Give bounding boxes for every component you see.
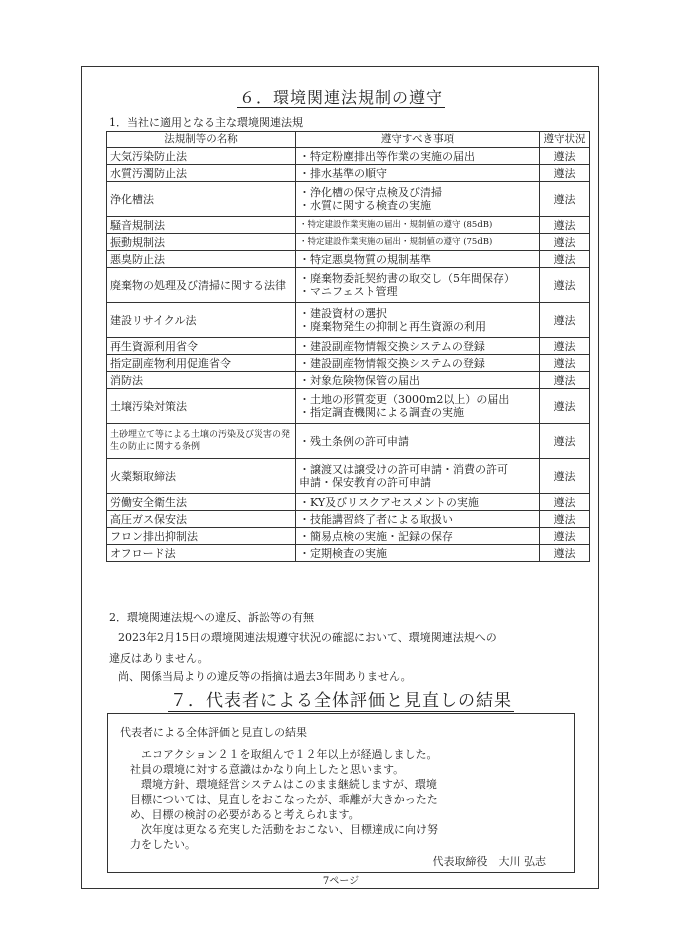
- law-requirements: [296, 459, 540, 494]
- law-name: 廃棄物の処理及び清掃に関する法律: [107, 268, 296, 303]
- law-requirements: [296, 338, 540, 355]
- law-name: オフロード法: [107, 545, 296, 562]
- law-row: [107, 251, 590, 268]
- compliance-status: 遵法: [540, 459, 590, 494]
- evaluation-line: 力をしたい。: [130, 838, 196, 851]
- law-name: 大気汚染防止法: [107, 148, 296, 165]
- violation-text-2: 違反はありません。: [109, 652, 209, 665]
- section6-subheading-2: 2．環境関連法規への違反、訴訟等の有無: [109, 611, 314, 624]
- law-name: 土壌汚染対策法: [107, 389, 296, 424]
- law-requirements: [296, 148, 540, 165]
- law-requirements: [296, 234, 540, 251]
- law-requirements: [296, 424, 540, 459]
- law-name: フロン排出抑制法: [107, 528, 296, 545]
- compliance-status: 遵法: [540, 251, 590, 268]
- law-name: 振動規制法: [107, 234, 296, 251]
- compliance-status: 遵法: [540, 165, 590, 182]
- requirement-item: ・指定調査機関による調査の実施: [299, 406, 464, 419]
- requirement-item: ・特定悪臭物質の規制基準: [299, 252, 431, 266]
- compliance-status: 遵法: [540, 338, 590, 355]
- requirement-item: ・対象危険物保管の届出: [299, 373, 420, 387]
- law-name: 土砂埋立て等による土壌の汚染及び災害の発生の防止に関する条例: [107, 424, 296, 459]
- compliance-status: 遵法: [540, 372, 590, 389]
- section6-title: ６．環境関連法規制の遵守: [238, 88, 443, 107]
- compliance-status: 遵法: [540, 389, 590, 424]
- violation-text-1: 2023年2月15日の環境関連法規遵守状況の確認において、環境関連法規への: [118, 631, 497, 644]
- requirement-item: ・廃棄物発生の抑制と再生資源の利用: [299, 320, 486, 333]
- requirement-item: ・浄化槽の保守点検及び清掃: [299, 186, 442, 199]
- law-table: [106, 131, 590, 562]
- requirement-item: ・残土条例の許可申請: [299, 434, 409, 448]
- requirement-item: ・マニフェスト管理: [299, 285, 398, 298]
- evaluation-line: エコアクション２１を取組んで１２年以上が経過しました。: [130, 748, 438, 761]
- evaluation-line: 目標については、見直しをおこなったが、乖離が大きかったた: [130, 793, 438, 806]
- compliance-status: 遵法: [540, 217, 590, 234]
- law-requirements: [296, 528, 540, 545]
- law-row: [107, 389, 590, 424]
- section6-subheading-1: 1．当社に適用となる主な環境関連法規: [109, 116, 303, 129]
- law-row: [107, 459, 590, 494]
- requirement-item: ・特定建設作業実施の届出・規制値の遵守 (75dB): [299, 236, 493, 247]
- requirement-item: ・KY及びリスクアセスメントの実施: [299, 495, 479, 509]
- requirement-item: ・水質に関する検査の実施: [299, 199, 431, 212]
- law-requirements: [296, 182, 540, 217]
- evaluation-line: 社員の環境に対する意識はかなり向上したと思います。: [130, 763, 405, 776]
- requirement-item: ・定期検査の実施: [299, 546, 387, 560]
- law-row: [107, 182, 590, 217]
- col-header-items: 遵守すべき事項: [296, 132, 540, 148]
- evaluation-box: [107, 713, 575, 873]
- law-row: [107, 545, 590, 562]
- requirement-item: ・譲渡又は譲受けの許可申請・消費の許可: [299, 463, 508, 476]
- section7-title: ７．代表者による全体評価と見直しの結果: [170, 691, 512, 711]
- law-name: 水質汚濁防止法: [107, 165, 296, 182]
- law-name: 悪臭防止法: [107, 251, 296, 268]
- compliance-status: 遵法: [540, 148, 590, 165]
- compliance-status: 遵法: [540, 424, 590, 459]
- law-requirements: [296, 372, 540, 389]
- compliance-status: 遵法: [540, 545, 590, 562]
- compliance-status: 遵法: [540, 511, 590, 528]
- law-row: [107, 494, 590, 511]
- evaluation-line: め、目標の検討の必要があると考えられます。: [130, 808, 360, 821]
- law-row: [107, 217, 590, 234]
- law-requirements: [296, 389, 540, 424]
- representative-signature: 代表取締役 大川 弘志: [432, 855, 546, 868]
- requirement-item: ・廃棄物委託契約書の取交し（5年間保存）: [299, 272, 515, 285]
- col-header-law: 法規制等の名称: [107, 132, 296, 148]
- law-name: 建設リサイクル法: [107, 303, 296, 338]
- law-name: 再生資源利用省令: [107, 338, 296, 355]
- law-row: [107, 355, 590, 372]
- requirement-item: 申請・保安教育の許可申請: [299, 476, 431, 489]
- law-row: [107, 165, 590, 182]
- law-name: 高圧ガス保安法: [107, 511, 296, 528]
- requirement-item: ・特定建設作業実施の届出・規制値の遵守 (85dB): [299, 219, 493, 230]
- law-requirements: [296, 303, 540, 338]
- law-row: [107, 372, 590, 389]
- law-name: 浄化槽法: [107, 182, 296, 217]
- compliance-status: 遵法: [540, 234, 590, 251]
- law-requirements: [296, 355, 540, 372]
- requirement-item: ・建設資材の選択: [299, 307, 387, 320]
- law-requirements: [296, 251, 540, 268]
- law-row: [107, 303, 590, 338]
- compliance-status: 遵法: [540, 494, 590, 511]
- law-requirements: [296, 545, 540, 562]
- requirement-item: ・建設副産物情報交換システムの登録: [299, 356, 485, 370]
- evaluation-line: 次年度は更なる充実した活動をおこない、目標達成に向け努: [130, 823, 438, 836]
- law-name: 消防法: [107, 372, 296, 389]
- law-requirements: [296, 217, 540, 234]
- law-name: 騒音規制法: [107, 217, 296, 234]
- law-requirements: [296, 268, 540, 303]
- law-name: 労働安全衛生法: [107, 494, 296, 511]
- law-row: [107, 528, 590, 545]
- law-row: [107, 234, 590, 251]
- law-row: [107, 424, 590, 459]
- compliance-status: 遵法: [540, 268, 590, 303]
- requirement-item: ・排水基準の順守: [299, 166, 387, 180]
- requirement-item: ・建設副産物情報交換システムの登録: [299, 339, 485, 353]
- requirement-item: ・簡易点検の実施・記録の保存: [299, 529, 453, 543]
- law-requirements: [296, 511, 540, 528]
- law-requirements: [296, 494, 540, 511]
- law-requirements: [296, 165, 540, 182]
- col-header-status: 遵守状況: [540, 132, 590, 148]
- page-number: 7ページ: [322, 876, 360, 887]
- compliance-status: 遵法: [540, 182, 590, 217]
- law-name: 火薬類取締法: [107, 459, 296, 494]
- law-row: [107, 268, 590, 303]
- compliance-status: 遵法: [540, 303, 590, 338]
- law-name: 指定副産物利用促進省令: [107, 355, 296, 372]
- law-row: [107, 338, 590, 355]
- compliance-status: 遵法: [540, 355, 590, 372]
- evaluation-box-title: 代表者による全体評価と見直しの結果: [120, 726, 307, 739]
- law-table-header: [107, 132, 590, 148]
- indication-text: 尚、関係当局よりの違反等の指摘は過去3年間ありません。: [118, 670, 412, 683]
- law-row: [107, 148, 590, 165]
- requirement-item: ・土地の形質変更（3000m2以上）の届出: [299, 393, 510, 406]
- compliance-status: 遵法: [540, 528, 590, 545]
- evaluation-line: 環境方針、環境経営システムはこのまま継続しますが、環境: [130, 778, 437, 791]
- law-row: [107, 511, 590, 528]
- requirement-item: ・特定粉塵排出等作業の実施の届出: [299, 149, 475, 163]
- requirement-item: ・技能講習終了者による取扱い: [299, 512, 453, 526]
